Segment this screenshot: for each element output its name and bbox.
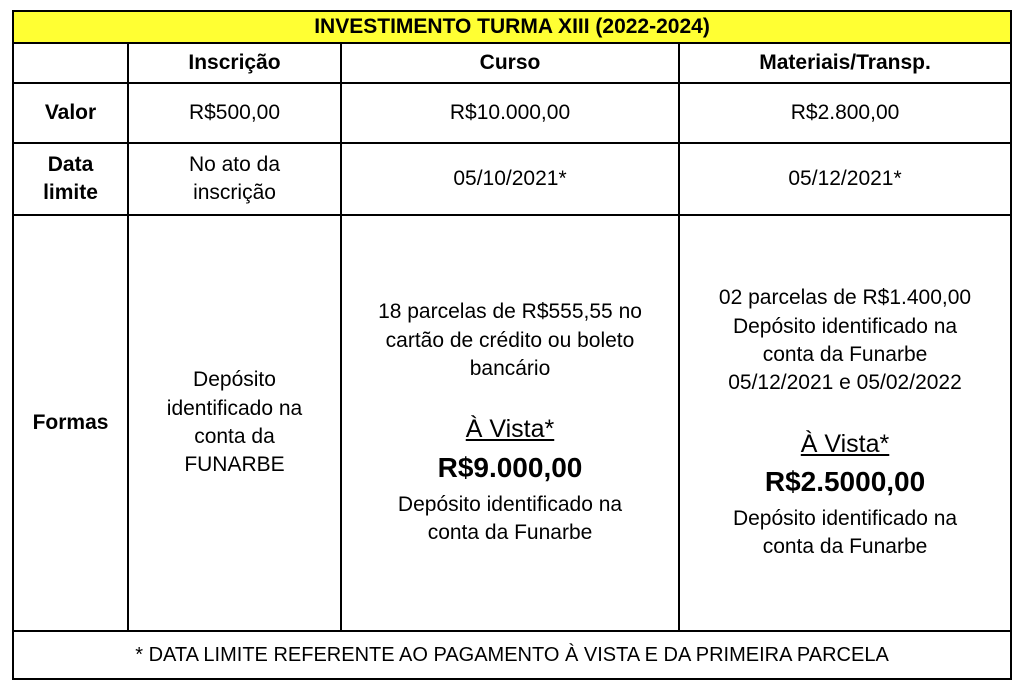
formas-inscricao-line: conta da xyxy=(194,425,275,448)
curso-deposito-line: conta da Funarbe xyxy=(427,521,593,545)
inscricao-line2: inscrição xyxy=(193,181,276,204)
row-label-valor: Valor xyxy=(13,83,128,143)
curso-parcelas-line: 18 parcelas de R$555,55 no xyxy=(378,300,642,324)
table-title: INVESTIMENTO TURMA XIII (2022-2024) xyxy=(13,11,1011,43)
valor-row xyxy=(13,83,1011,143)
data-label-line2: limite xyxy=(43,181,98,204)
formas-materiais xyxy=(679,215,1011,631)
data-limite-row xyxy=(13,143,1011,215)
inscricao-line1: No ato da xyxy=(188,152,281,176)
valor-materiais: R$2.800,00 xyxy=(679,83,1011,143)
formas-curso xyxy=(341,215,679,631)
formas-inscricao-line: identificado na xyxy=(166,396,303,420)
materiais-parcelas-line: conta da Funarbe xyxy=(762,342,928,366)
materiais-deposito-line: conta da Funarbe xyxy=(762,535,928,559)
data-limite-curso: 05/10/2021* xyxy=(341,143,679,215)
header-row xyxy=(13,43,1011,83)
formas-inscricao-line: Depósito xyxy=(193,368,276,392)
formas-inscricao xyxy=(128,215,341,631)
valor-curso: R$10.000,00 xyxy=(341,83,679,143)
row-label-formas: Formas xyxy=(13,215,128,631)
materiais-parcelas-line: Depósito identificado na xyxy=(732,314,958,338)
header-empty-cell xyxy=(13,43,128,83)
materiais-avista-label: À Vista* xyxy=(800,429,890,458)
footnote: * DATA LIMITE REFERENTE AO PAGAMENTO À VISTA E DA PRIMEIRA PARCELA xyxy=(13,631,1011,679)
header-curso: Curso xyxy=(341,43,679,83)
formas-row xyxy=(13,215,1011,631)
row-label-data-limite xyxy=(13,143,128,215)
curso-deposito-line: Depósito identificado na xyxy=(397,492,623,516)
valor-inscricao: R$500,00 xyxy=(128,83,341,143)
data-label-line1: Data xyxy=(47,152,94,176)
header-materiais: Materiais/Transp. xyxy=(679,43,1011,83)
materiais-avista-value: R$2.5000,00 xyxy=(764,466,926,498)
curso-parcelas-line: bancário xyxy=(469,357,551,381)
data-limite-materiais: 05/12/2021* xyxy=(679,143,1011,215)
materiais-deposito-line: Depósito identificado na xyxy=(732,507,958,531)
curso-avista-value: R$9.000,00 xyxy=(437,452,583,484)
formas-inscricao-line: FUNARBE xyxy=(184,453,285,477)
curso-avista-label: À Vista* xyxy=(465,415,555,444)
data-limite-inscricao xyxy=(128,143,341,215)
materiais-parcelas-line: 02 parcelas de R$1.400,00 xyxy=(718,286,972,310)
investment-table xyxy=(12,10,1012,680)
materiais-parcelas-line: 05/12/2021 e 05/02/2022 xyxy=(728,371,962,395)
curso-parcelas-line: cartão de crédito ou boleto xyxy=(385,328,635,352)
header-inscricao: Inscrição xyxy=(128,43,341,83)
